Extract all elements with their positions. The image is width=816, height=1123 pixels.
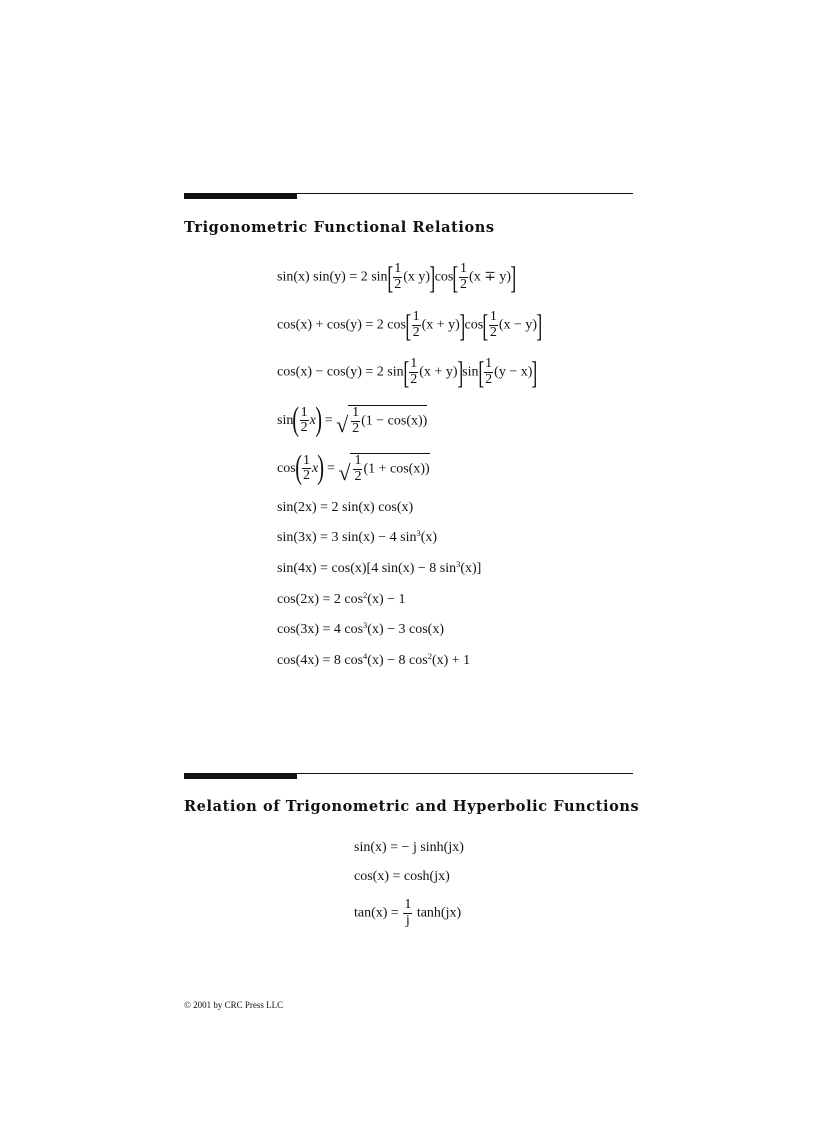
- rule-thick-bar: [184, 193, 297, 199]
- rule-thin-line: [297, 193, 633, 194]
- rule-thin-line: [297, 773, 633, 774]
- section-title-trig: Trigonometric Functional Relations: [184, 219, 495, 236]
- fraction: $\frac{1}{2}$: [460, 261, 468, 292]
- equation-cos-half-angle: cos( $\frac{1}{2}$ x) = √ $\frac{1}{2}$ (1 + cos(x)): [277, 449, 430, 487]
- equation-cos-cosh: cos(x) = cosh(jx): [354, 869, 450, 884]
- fraction: $\frac{1}{2}$: [485, 356, 493, 387]
- section-title-hyperbolic: Relation of Trigonometric and Hyperbolic Functions: [184, 798, 640, 815]
- section-rule-2: [184, 773, 633, 779]
- equation-sin-4x: sin(4x) = cos(x)[4 sin(x) − 8 $\sin^3(x)$]: [277, 559, 482, 576]
- square-root: √ $\frac{1}{2}$ (1 + cos(x)): [338, 453, 430, 486]
- rule-thick-bar: [184, 773, 297, 779]
- fraction: $\frac{1}{2}$: [300, 404, 308, 436]
- copyright-footer: © 2001 by CRC Press LLC: [184, 1000, 284, 1010]
- equation-sin-3x: sin(3x) = 3 sin(x) − 4 $\sin^3(x)$: [277, 528, 438, 545]
- fraction: $\frac{1}{2}$: [412, 309, 420, 340]
- fraction: $\frac{1}{2}$: [303, 452, 310, 484]
- eq-lhs: sin(x) sin(y) = 2 sin: [277, 269, 388, 285]
- equation-cos-sum: cos(x) + cos(y) = 2 cos[ $\frac{1}{2}$ (x + y)]cos[ $\frac{1}{2}$ (x − y)]: [277, 306, 543, 343]
- fraction: $\frac{1}{2}$: [489, 309, 497, 340]
- square-root: √ $\frac{1}{2}$ (1 − cos(x)): [336, 405, 428, 438]
- equation-sin-sum: sin(x) sin(y) = 2 sin[ $\frac{1}{2}$ (x y)]cos[ $\frac{1}{2}$ (x ∓ y)]: [277, 258, 517, 295]
- section-rule-1: [184, 193, 633, 199]
- equation-cos-2x: cos(2x) = 2 $\cos^2(x) - 1$: [277, 590, 406, 607]
- fraction: $\frac{1}{2}$: [352, 405, 360, 436]
- equation-tan-tanh: tan(x) = $\frac{1}{j}$ tanh(jx): [354, 897, 462, 928]
- fraction: $\frac{1}{2}$: [394, 261, 402, 292]
- fraction: $\frac{1}{2}$: [354, 453, 362, 484]
- equation-cos-3x: cos(3x) = 4 $\cos^3(x) - 3$ cos(x): [277, 620, 445, 637]
- equation-cos-4x: cos(4x) = 8 $\cos^4(x) - 8$ $\cos^2(x) + 1$: [277, 651, 471, 668]
- fraction: $\frac{1}{j}$: [404, 897, 412, 928]
- equation-cos-diff: cos(x) − cos(y) = 2 sin[ $\frac{1}{2}$ (x + y)]sin[ $\frac{1}{2}$ (y − x)]: [277, 353, 538, 390]
- fraction: $\frac{1}{2}$: [410, 356, 418, 387]
- equation-sin-sinh: sin(x) = − j sinh(jx): [354, 840, 464, 855]
- equation-sin-half-angle: sin( $\frac{1}{2}$ x) = √ $\frac{1}{2}$ (1 − cos(x)): [277, 401, 428, 439]
- equation-sin-2x: sin(2x) = 2 sin(x) cos(x): [277, 500, 414, 515]
